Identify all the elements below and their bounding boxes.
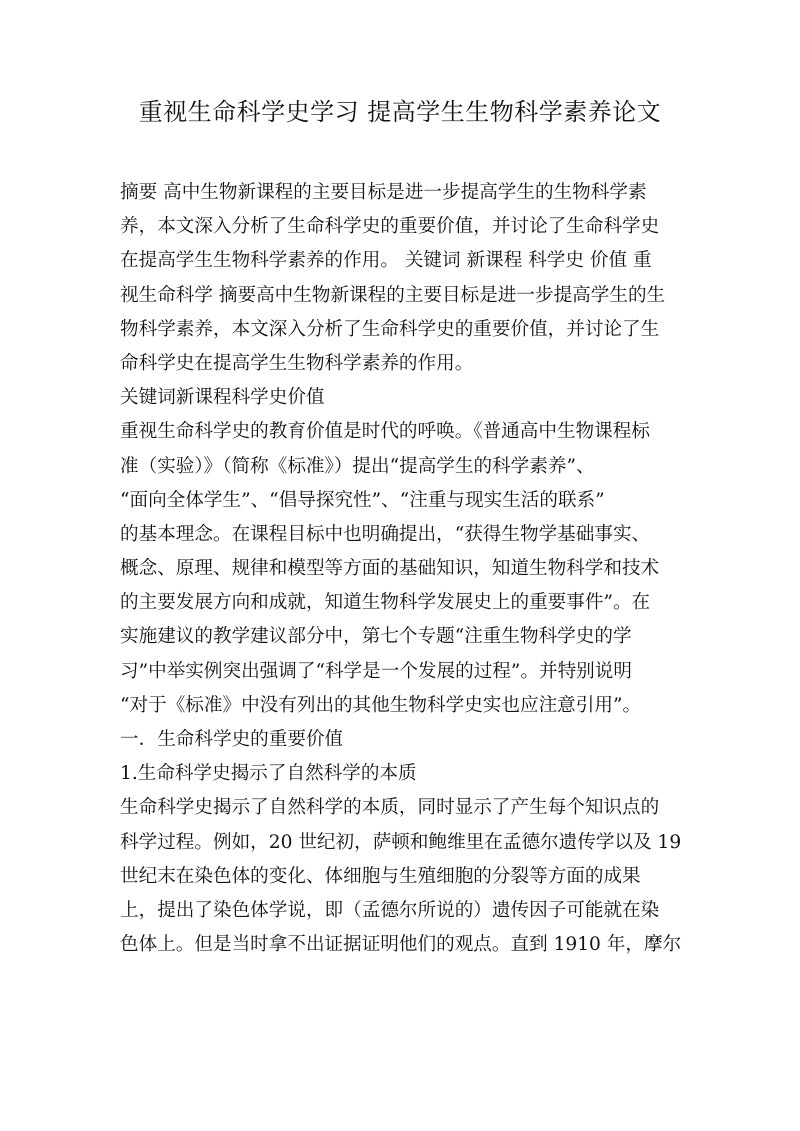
text-line: 概念、原理、规律和模型等方面的基础知识，知道生物科学和技术 (120, 558, 660, 580)
text-line: 准（实验）》（简称《标准》）提出“提高学生的科学素养”、 (120, 455, 595, 477)
text-line: 习”中举实例突出强调了“科学是一个发展的过程”。并特别说明 (120, 660, 632, 682)
text-line: 命科学史在提高学生生物科学素养的作用。 (120, 352, 474, 374)
subsection-heading: 1.生命科学史揭示了自然科学的本质 (120, 763, 417, 785)
text-line: 物科学素养，本文深入分析了生命科学史的重要价值，并讨论了生 (120, 318, 660, 340)
text-line: 重视生命科学史的教育价值是时代的呼唤。《普通高中生物课程标 (120, 421, 650, 443)
text-line: 的基本理念。在课程目标中也明确提出，“获得生物学基础事实、 (120, 523, 651, 545)
text-line: 上，提出了染色体学说，即（孟德尔所说的）遗传因子可能就在染 (120, 899, 660, 921)
text-line: 在提高学生生物科学素养的作用。 关键词 新课程 科学史 价值 重 (120, 250, 652, 272)
text-line: 摘要 高中生物新课程的主要目标是进一步提高学生的生物科学素 (120, 182, 647, 203)
keywords-line: 关键词新课程科学史价值 (120, 387, 325, 409)
document-body (120, 176, 690, 962)
text-line: 科学过程。例如，20 世纪初，萨顿和鲍维里在孟德尔遗传学以及 19 (120, 831, 682, 853)
text-line: 色体上。但是当时拿不出证据证明他们的观点。直到 1910 年，摩尔 (120, 934, 682, 956)
text-line: 实施建议的教学建议部分中，第七个专题“注重生物科学史的学 (120, 626, 632, 648)
text-line: “对于《标准》中没有列出的其他生物科学史实也应注意引用”。 (120, 694, 642, 716)
text-line: 的主要发展方向和成就，知道生物科学发展史上的重要事件”。在 (120, 592, 651, 614)
text-line: 世纪末在染色体的变化、体细胞与生殖细胞的分裂等方面的成果 (120, 865, 641, 887)
text-line: 视生命科学 摘要高中生物新课程的主要目标是进一步提高学生的生 (120, 284, 666, 306)
text-line: 养，本文深入分析了生命科学史的重要价值，并讨论了生命科学史 (120, 216, 660, 238)
text-line: “面向全体学生”、“倡导探究性”、“注重与现实生活的联系” (120, 489, 605, 511)
document-title: 重视生命科学史学习 提高学生生物科学素养论文 (138, 98, 662, 126)
section-heading: 一．生命科学史的重要价值 (120, 729, 344, 750)
text-line: 生命科学史揭示了自然科学的本质，同时显示了产生每个知识点的 (120, 797, 660, 819)
